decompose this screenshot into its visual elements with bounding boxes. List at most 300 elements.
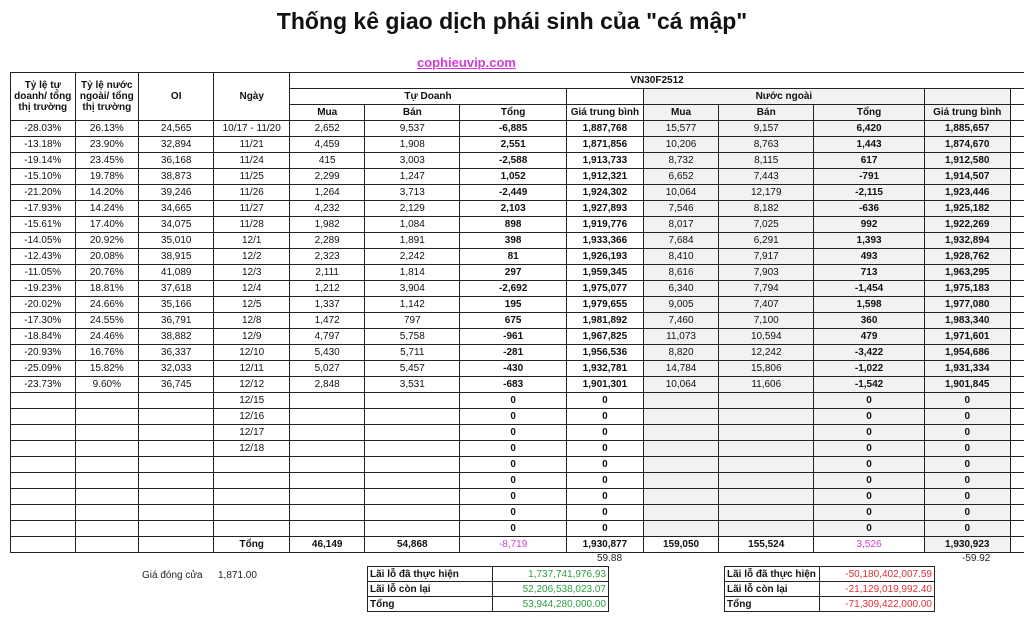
cell-nn-gia: 1,954,686 — [924, 345, 1010, 361]
cell-nn-gia: 1,932,894 — [924, 233, 1010, 249]
cell-oi — [139, 425, 214, 441]
close-price-value: 1,871.00 — [218, 570, 257, 581]
cell-nn-tong: 0 — [814, 489, 925, 505]
cell-nn-ban — [719, 409, 814, 425]
cell-oi: 36,745 — [139, 377, 214, 393]
cell-td-ratio: -18.84% — [11, 329, 76, 345]
cell-td-ban — [365, 489, 460, 505]
cell-nn-ban — [719, 441, 814, 457]
cell-nn-tong: 1,443 — [814, 137, 925, 153]
cell-td-ban — [365, 393, 460, 409]
cell-nn-tong: -1,454 — [814, 281, 925, 297]
cell-nn-mua: 10,206 — [643, 137, 718, 153]
cell-td-tong: -281 — [460, 345, 567, 361]
cell-date: 12/16 — [214, 409, 290, 425]
cell-nn-gia: 1,931,334 — [924, 361, 1010, 377]
table-row — [11, 489, 1024, 505]
cell-nn-gia: 1,912,580 — [924, 153, 1010, 169]
cell-td-ratio: -15.10% — [11, 169, 76, 185]
cell-date: 12/10 — [214, 345, 290, 361]
cell-nn-gia: 1,925,182 — [924, 201, 1010, 217]
cell-date — [214, 473, 290, 489]
pl-td-remaining-value: 52,206,538,023.07 — [493, 582, 609, 597]
cell-nn-ratio: 26.13% — [75, 121, 139, 137]
cell-td-ratio: -20.93% — [11, 345, 76, 361]
cell-nn-ban: 7,794 — [719, 281, 814, 297]
cell-nn-mua: 9,005 — [643, 297, 718, 313]
cell-nn-gia: 1,885,657 — [924, 121, 1010, 137]
derivatives-table — [10, 72, 1024, 553]
cell-nn-ban — [719, 393, 814, 409]
cell-nn-mua — [643, 489, 718, 505]
cell-td-mua: 2,652 — [290, 121, 365, 137]
cell-td-mua: 1,472 — [290, 313, 365, 329]
cell-td-gia: 1,956,536 — [566, 345, 643, 361]
cell-td-ratio — [11, 457, 76, 473]
cell-nn-mua: 6,340 — [643, 281, 718, 297]
header-td-tong: Tổng — [460, 105, 567, 121]
cell-td-mua — [290, 505, 365, 521]
cell-td-ban: 3,003 — [365, 153, 460, 169]
cell-nn-gia: 1,977,080 — [924, 297, 1010, 313]
cell-nn-mua: 8,616 — [643, 265, 718, 281]
pl-tu-doanh-table — [367, 566, 609, 612]
cell-td-ratio: -20.02% — [11, 297, 76, 313]
pl-nn-remaining-label: Lãi lỗ còn lại — [725, 582, 820, 597]
cell-td-tong: 675 — [460, 313, 567, 329]
cell-oi — [139, 505, 214, 521]
cell-nn-mua: 7,460 — [643, 313, 718, 329]
cell-nn-tong: 479 — [814, 329, 925, 345]
cell-td-tong: -430 — [460, 361, 567, 377]
cell-td-ban: 2,242 — [365, 249, 460, 265]
cell-nn-ratio: 23.45% — [75, 153, 139, 169]
cell-td-ratio: -12.43% — [11, 249, 76, 265]
cell-td-gia: 1,887,768 — [566, 121, 643, 137]
table-row — [11, 393, 1024, 409]
cell-oi: 39,246 — [139, 185, 214, 201]
table-row — [11, 521, 1024, 537]
cell-date — [214, 505, 290, 521]
cell-td-tong: 0 — [460, 393, 567, 409]
table-row — [11, 153, 1024, 169]
cell-td-ratio: -15.61% — [11, 217, 76, 233]
cell-nn-gia: 1,914,507 — [924, 169, 1010, 185]
cell-td-gia: 0 — [566, 521, 643, 537]
total-nn-ban: 155,524 — [719, 537, 814, 553]
header-blank — [924, 89, 1010, 105]
cell-td-tong: 1,052 — [460, 169, 567, 185]
cell-nn-gia: 0 — [924, 505, 1010, 521]
table-row — [11, 345, 1024, 361]
cell-oi: 36,168 — [139, 153, 214, 169]
cell-oi: 38,873 — [139, 169, 214, 185]
total-label: Tổng — [214, 537, 290, 553]
table-row — [11, 249, 1024, 265]
cell-oi: 32,033 — [139, 361, 214, 377]
cell-date: 12/4 — [214, 281, 290, 297]
cell-nn-gia: 1,874,670 — [924, 137, 1010, 153]
cell-td-tong: -6,885 — [460, 121, 567, 137]
header-date: Ngày — [214, 73, 290, 121]
cell-nn-mua: 8,017 — [643, 217, 718, 233]
header-contract: VN30F2512 — [290, 73, 1024, 89]
pl-nn-remaining-value: -21,129,019,992.40 — [820, 582, 935, 597]
cell-td-gia: 1,959,345 — [566, 265, 643, 281]
cell-nn-gia: 0 — [924, 425, 1010, 441]
site-link[interactable]: cophieuvip.com — [417, 55, 516, 70]
cell-td-ban — [365, 425, 460, 441]
cell-td-gia: 1,926,193 — [566, 249, 643, 265]
cell-nn-gia: 0 — [924, 457, 1010, 473]
cell-oi — [139, 457, 214, 473]
cell-td-tong: 398 — [460, 233, 567, 249]
cell-td-ban: 5,711 — [365, 345, 460, 361]
header-nuoc-ngoai: Nước ngoài — [643, 89, 924, 105]
cell-nn-tong: -2,115 — [814, 185, 925, 201]
cell-nn-mua: 14,784 — [643, 361, 718, 377]
cell-date: 12/1 — [214, 233, 290, 249]
cell-nn-ban: 7,100 — [719, 313, 814, 329]
cell-nn-mua — [643, 425, 718, 441]
table-row — [11, 265, 1024, 281]
cell-nn-gia: 1,923,446 — [924, 185, 1010, 201]
cell-nn-gia: 1,901,845 — [924, 377, 1010, 393]
cell-td-ban — [365, 441, 460, 457]
header-nn-gia: Giá trung bình — [924, 105, 1010, 121]
close-price-label: Giá đóng cửa — [142, 570, 203, 581]
cell-nn-mua: 7,684 — [643, 233, 718, 249]
cell-td-gia: 0 — [566, 441, 643, 457]
total-td-tong: -8,719 — [460, 537, 567, 553]
cell-nn-ban: 7,917 — [719, 249, 814, 265]
cell-nn-ratio: 17.40% — [75, 217, 139, 233]
cell-nn-ban — [719, 521, 814, 537]
cell-nn-mua — [643, 505, 718, 521]
cell-nn-tong: 360 — [814, 313, 925, 329]
cell-td-mua: 2,323 — [290, 249, 365, 265]
cell-td-gia: 1,981,892 — [566, 313, 643, 329]
pl-td-realized-value: 1,737,741,976.93 — [493, 567, 609, 582]
table-row — [11, 185, 1024, 201]
cell-nn-gia: 0 — [924, 473, 1010, 489]
cell-td-ban: 1,814 — [365, 265, 460, 281]
cell-nn-ban: 8,763 — [719, 137, 814, 153]
cell-nn-ban — [719, 457, 814, 473]
cell-td-mua — [290, 521, 365, 537]
cell-nn-tong: 1,393 — [814, 233, 925, 249]
cell-nn-ban — [719, 505, 814, 521]
cell-nn-tong: 493 — [814, 249, 925, 265]
cell-nn-mua: 15,577 — [643, 121, 718, 137]
cell-nn-tong: -1,022 — [814, 361, 925, 377]
cell-td-ratio: -17.30% — [11, 313, 76, 329]
cell-nn-mua — [643, 521, 718, 537]
cell-nn-tong: 0 — [814, 409, 925, 425]
table-row — [11, 441, 1024, 457]
cell-date: 11/24 — [214, 153, 290, 169]
cell-nn-ratio — [75, 473, 139, 489]
cell-nn-ratio: 15.82% — [75, 361, 139, 377]
cell-nn-mua — [643, 473, 718, 489]
cell-nn-tong: 1,598 — [814, 297, 925, 313]
header-blank — [566, 89, 643, 105]
cell-td-mua: 4,232 — [290, 201, 365, 217]
cell-td-gia: 1,901,301 — [566, 377, 643, 393]
cell-td-ban: 1,891 — [365, 233, 460, 249]
cell-td-mua: 1,982 — [290, 217, 365, 233]
cell-nn-ban: 7,443 — [719, 169, 814, 185]
cell-nn-mua: 8,410 — [643, 249, 718, 265]
cell-td-tong: 81 — [460, 249, 567, 265]
cell-date: 10/17 - 11/20 — [214, 121, 290, 137]
cell-td-tong: 898 — [460, 217, 567, 233]
cell-td-ratio: -21.20% — [11, 185, 76, 201]
cell-date: 12/2 — [214, 249, 290, 265]
cell-td-gia: 1,979,655 — [566, 297, 643, 313]
cell-nn-ratio: 24.46% — [75, 329, 139, 345]
cell-td-gia: 0 — [566, 457, 643, 473]
cell-nn-gia: 0 — [924, 409, 1010, 425]
table-row — [11, 297, 1024, 313]
cell-nn-ratio: 9.60% — [75, 377, 139, 393]
cell-nn-mua: 11,073 — [643, 329, 718, 345]
header-tu-doanh: Tự Doanh — [290, 89, 567, 105]
cell-td-ratio: -19.14% — [11, 153, 76, 169]
cell-nn-ban: 8,115 — [719, 153, 814, 169]
cell-nn-gia: 1,928,762 — [924, 249, 1010, 265]
cell-nn-mua — [643, 457, 718, 473]
cell-nn-ban: 7,407 — [719, 297, 814, 313]
cell-td-ratio: -13.18% — [11, 137, 76, 153]
cell-nn-ratio — [75, 425, 139, 441]
cell-td-gia: 1,912,321 — [566, 169, 643, 185]
cell-date: 12/9 — [214, 329, 290, 345]
header-nn-tong: Tổng — [814, 105, 925, 121]
cell-nn-tong: -791 — [814, 169, 925, 185]
cell-td-ban: 1,142 — [365, 297, 460, 313]
cell-td-ratio — [11, 505, 76, 521]
cell-td-ratio — [11, 473, 76, 489]
cell-td-ratio: -14.05% — [11, 233, 76, 249]
cell-td-gia: 0 — [566, 473, 643, 489]
pl-td-total-label: Tổng — [368, 597, 493, 612]
cell-td-gia: 1,913,733 — [566, 153, 643, 169]
cell-oi — [139, 409, 214, 425]
table-row — [11, 137, 1024, 153]
cell-td-tong: 195 — [460, 297, 567, 313]
cell-td-ban: 2,129 — [365, 201, 460, 217]
cell-td-mua: 2,111 — [290, 265, 365, 281]
cell-td-tong: 0 — [460, 521, 567, 537]
cell-nn-ban: 8,182 — [719, 201, 814, 217]
cell-nn-ratio — [75, 489, 139, 505]
cell-nn-ratio — [75, 521, 139, 537]
cell-td-gia: 1,967,825 — [566, 329, 643, 345]
cell-oi: 37,618 — [139, 281, 214, 297]
cell-td-ban: 3,904 — [365, 281, 460, 297]
cell-nn-tong: 713 — [814, 265, 925, 281]
cell-nn-mua: 8,820 — [643, 345, 718, 361]
table-row — [11, 377, 1024, 393]
cell-nn-ban: 7,025 — [719, 217, 814, 233]
cell-date: 11/25 — [214, 169, 290, 185]
pl-td-remaining-label: Lãi lỗ còn lại — [368, 582, 493, 597]
cell-nn-ratio — [75, 409, 139, 425]
cell-nn-ban — [719, 489, 814, 505]
cell-td-tong: -2,449 — [460, 185, 567, 201]
header-nn-ratio: Tỷ lệ nước ngoài/ tổng thị trường — [75, 73, 139, 121]
page-title: Thống kê giao dịch phái sinh của "cá mập" — [276, 8, 748, 34]
cell-td-gia: 1,871,856 — [566, 137, 643, 153]
total-nn-mua: 159,050 — [643, 537, 718, 553]
cell-nn-mua: 6,652 — [643, 169, 718, 185]
cell-nn-mua: 10,064 — [643, 377, 718, 393]
cell-td-mua: 5,027 — [290, 361, 365, 377]
cell-td-ban: 797 — [365, 313, 460, 329]
cell-td-gia: 1,924,302 — [566, 185, 643, 201]
cell-nn-ratio — [75, 393, 139, 409]
cell-nn-tong: -636 — [814, 201, 925, 217]
cell-oi — [139, 489, 214, 505]
cell-nn-mua: 10,064 — [643, 185, 718, 201]
cell-td-gia: 1,927,893 — [566, 201, 643, 217]
cell-oi: 32,894 — [139, 137, 214, 153]
cell-td-tong: 2,103 — [460, 201, 567, 217]
cell-td-gia: 0 — [566, 425, 643, 441]
cell-date: 12/18 — [214, 441, 290, 457]
cell-td-ban — [365, 409, 460, 425]
cell-nn-ratio — [75, 505, 139, 521]
cell-td-gia: 0 — [566, 505, 643, 521]
cell-td-tong: 0 — [460, 425, 567, 441]
cell-oi: 24,565 — [139, 121, 214, 137]
cell-date: 12/3 — [214, 265, 290, 281]
cell-nn-tong: -1,542 — [814, 377, 925, 393]
cell-td-ratio: -28.03% — [11, 121, 76, 137]
cell-td-tong: 0 — [460, 505, 567, 521]
cell-td-tong: 0 — [460, 473, 567, 489]
cell-td-ban: 1,247 — [365, 169, 460, 185]
header-nn-mua: Mua — [643, 105, 718, 121]
total-td-ban: 54,868 — [365, 537, 460, 553]
cell-td-gia: 0 — [566, 409, 643, 425]
total-nn-gia: 1,930,923 — [924, 537, 1010, 553]
cell-nn-ban: 9,157 — [719, 121, 814, 137]
table-row — [11, 201, 1024, 217]
pl-nn-realized-label: Lãi lỗ đã thực hiện — [725, 567, 820, 582]
cell-td-tong: -683 — [460, 377, 567, 393]
table-row — [11, 457, 1024, 473]
cell-td-tong: 0 — [460, 409, 567, 425]
header-blank — [1010, 89, 1024, 105]
cell-td-mua: 415 — [290, 153, 365, 169]
cell-nn-gia: 1,922,269 — [924, 217, 1010, 233]
pl-nn-total-label: Tổng — [725, 597, 820, 612]
header-nn-ban: Bán — [719, 105, 814, 121]
cell-oi: 34,665 — [139, 201, 214, 217]
cell-date: 12/8 — [214, 313, 290, 329]
cell-td-ban: 5,457 — [365, 361, 460, 377]
cell-nn-tong: -3,422 — [814, 345, 925, 361]
total-nn-tong: 3,526 — [814, 537, 925, 553]
cell-nn-ban — [719, 425, 814, 441]
cell-nn-mua: 7,546 — [643, 201, 718, 217]
cell-td-mua: 2,289 — [290, 233, 365, 249]
table-row — [11, 505, 1024, 521]
cell-nn-ban: 15,806 — [719, 361, 814, 377]
cell-nn-tong: 0 — [814, 393, 925, 409]
cell-date: 11/26 — [214, 185, 290, 201]
cell-td-ratio: -23.73% — [11, 377, 76, 393]
cell-td-mua: 1,337 — [290, 297, 365, 313]
cell-td-ratio: -19.23% — [11, 281, 76, 297]
cell-td-mua: 5,430 — [290, 345, 365, 361]
cell-date: 11/21 — [214, 137, 290, 153]
cell-date: 12/17 — [214, 425, 290, 441]
cell-td-ban — [365, 521, 460, 537]
cell-td-tong: 0 — [460, 489, 567, 505]
cell-oi — [139, 521, 214, 537]
cell-td-mua: 4,797 — [290, 329, 365, 345]
cell-nn-ban: 7,903 — [719, 265, 814, 281]
cell-nn-tong: 0 — [814, 521, 925, 537]
cell-nn-gia: 0 — [924, 393, 1010, 409]
cell-nn-gia: 1,983,340 — [924, 313, 1010, 329]
cell-oi: 35,010 — [139, 233, 214, 249]
cell-oi — [139, 393, 214, 409]
cell-oi: 36,791 — [139, 313, 214, 329]
cell-td-mua: 2,848 — [290, 377, 365, 393]
cell-nn-mua — [643, 393, 718, 409]
cell-td-ratio — [11, 425, 76, 441]
cell-date — [214, 489, 290, 505]
cell-nn-tong: 0 — [814, 425, 925, 441]
cell-oi: 38,882 — [139, 329, 214, 345]
cell-td-ban: 1,908 — [365, 137, 460, 153]
cell-nn-tong: 617 — [814, 153, 925, 169]
cell-td-mua — [290, 425, 365, 441]
cell-nn-gia: 1,975,183 — [924, 281, 1010, 297]
cell-nn-ban: 6,291 — [719, 233, 814, 249]
cell-td-tong: 0 — [460, 457, 567, 473]
nn-price-diff: -59.92 — [962, 553, 991, 564]
cell-nn-ban: 10,594 — [719, 329, 814, 345]
cell-nn-ratio: 18.81% — [75, 281, 139, 297]
cell-date — [214, 457, 290, 473]
pl-nn-total-value: -71,309,422,000.00 — [820, 597, 935, 612]
total-td-gia: 1,930,877 — [566, 537, 643, 553]
table-row — [11, 169, 1024, 185]
cell-nn-ratio: 20.92% — [75, 233, 139, 249]
cell-td-ratio: -11.05% — [11, 265, 76, 281]
cell-td-gia: 0 — [566, 393, 643, 409]
cell-td-mua — [290, 393, 365, 409]
cell-td-tong: 2,551 — [460, 137, 567, 153]
cell-nn-tong: 0 — [814, 457, 925, 473]
td-price-diff: 59.88 — [597, 553, 623, 564]
cell-td-mua — [290, 489, 365, 505]
cell-nn-ratio: 14.20% — [75, 185, 139, 201]
cell-nn-mua — [643, 441, 718, 457]
table-row — [11, 313, 1024, 329]
cell-date: 12/11 — [214, 361, 290, 377]
cell-td-tong: -2,588 — [460, 153, 567, 169]
table-row — [11, 409, 1024, 425]
header-td-ban: Bán — [365, 105, 460, 121]
cell-td-ban — [365, 457, 460, 473]
cell-date: 11/28 — [214, 217, 290, 233]
